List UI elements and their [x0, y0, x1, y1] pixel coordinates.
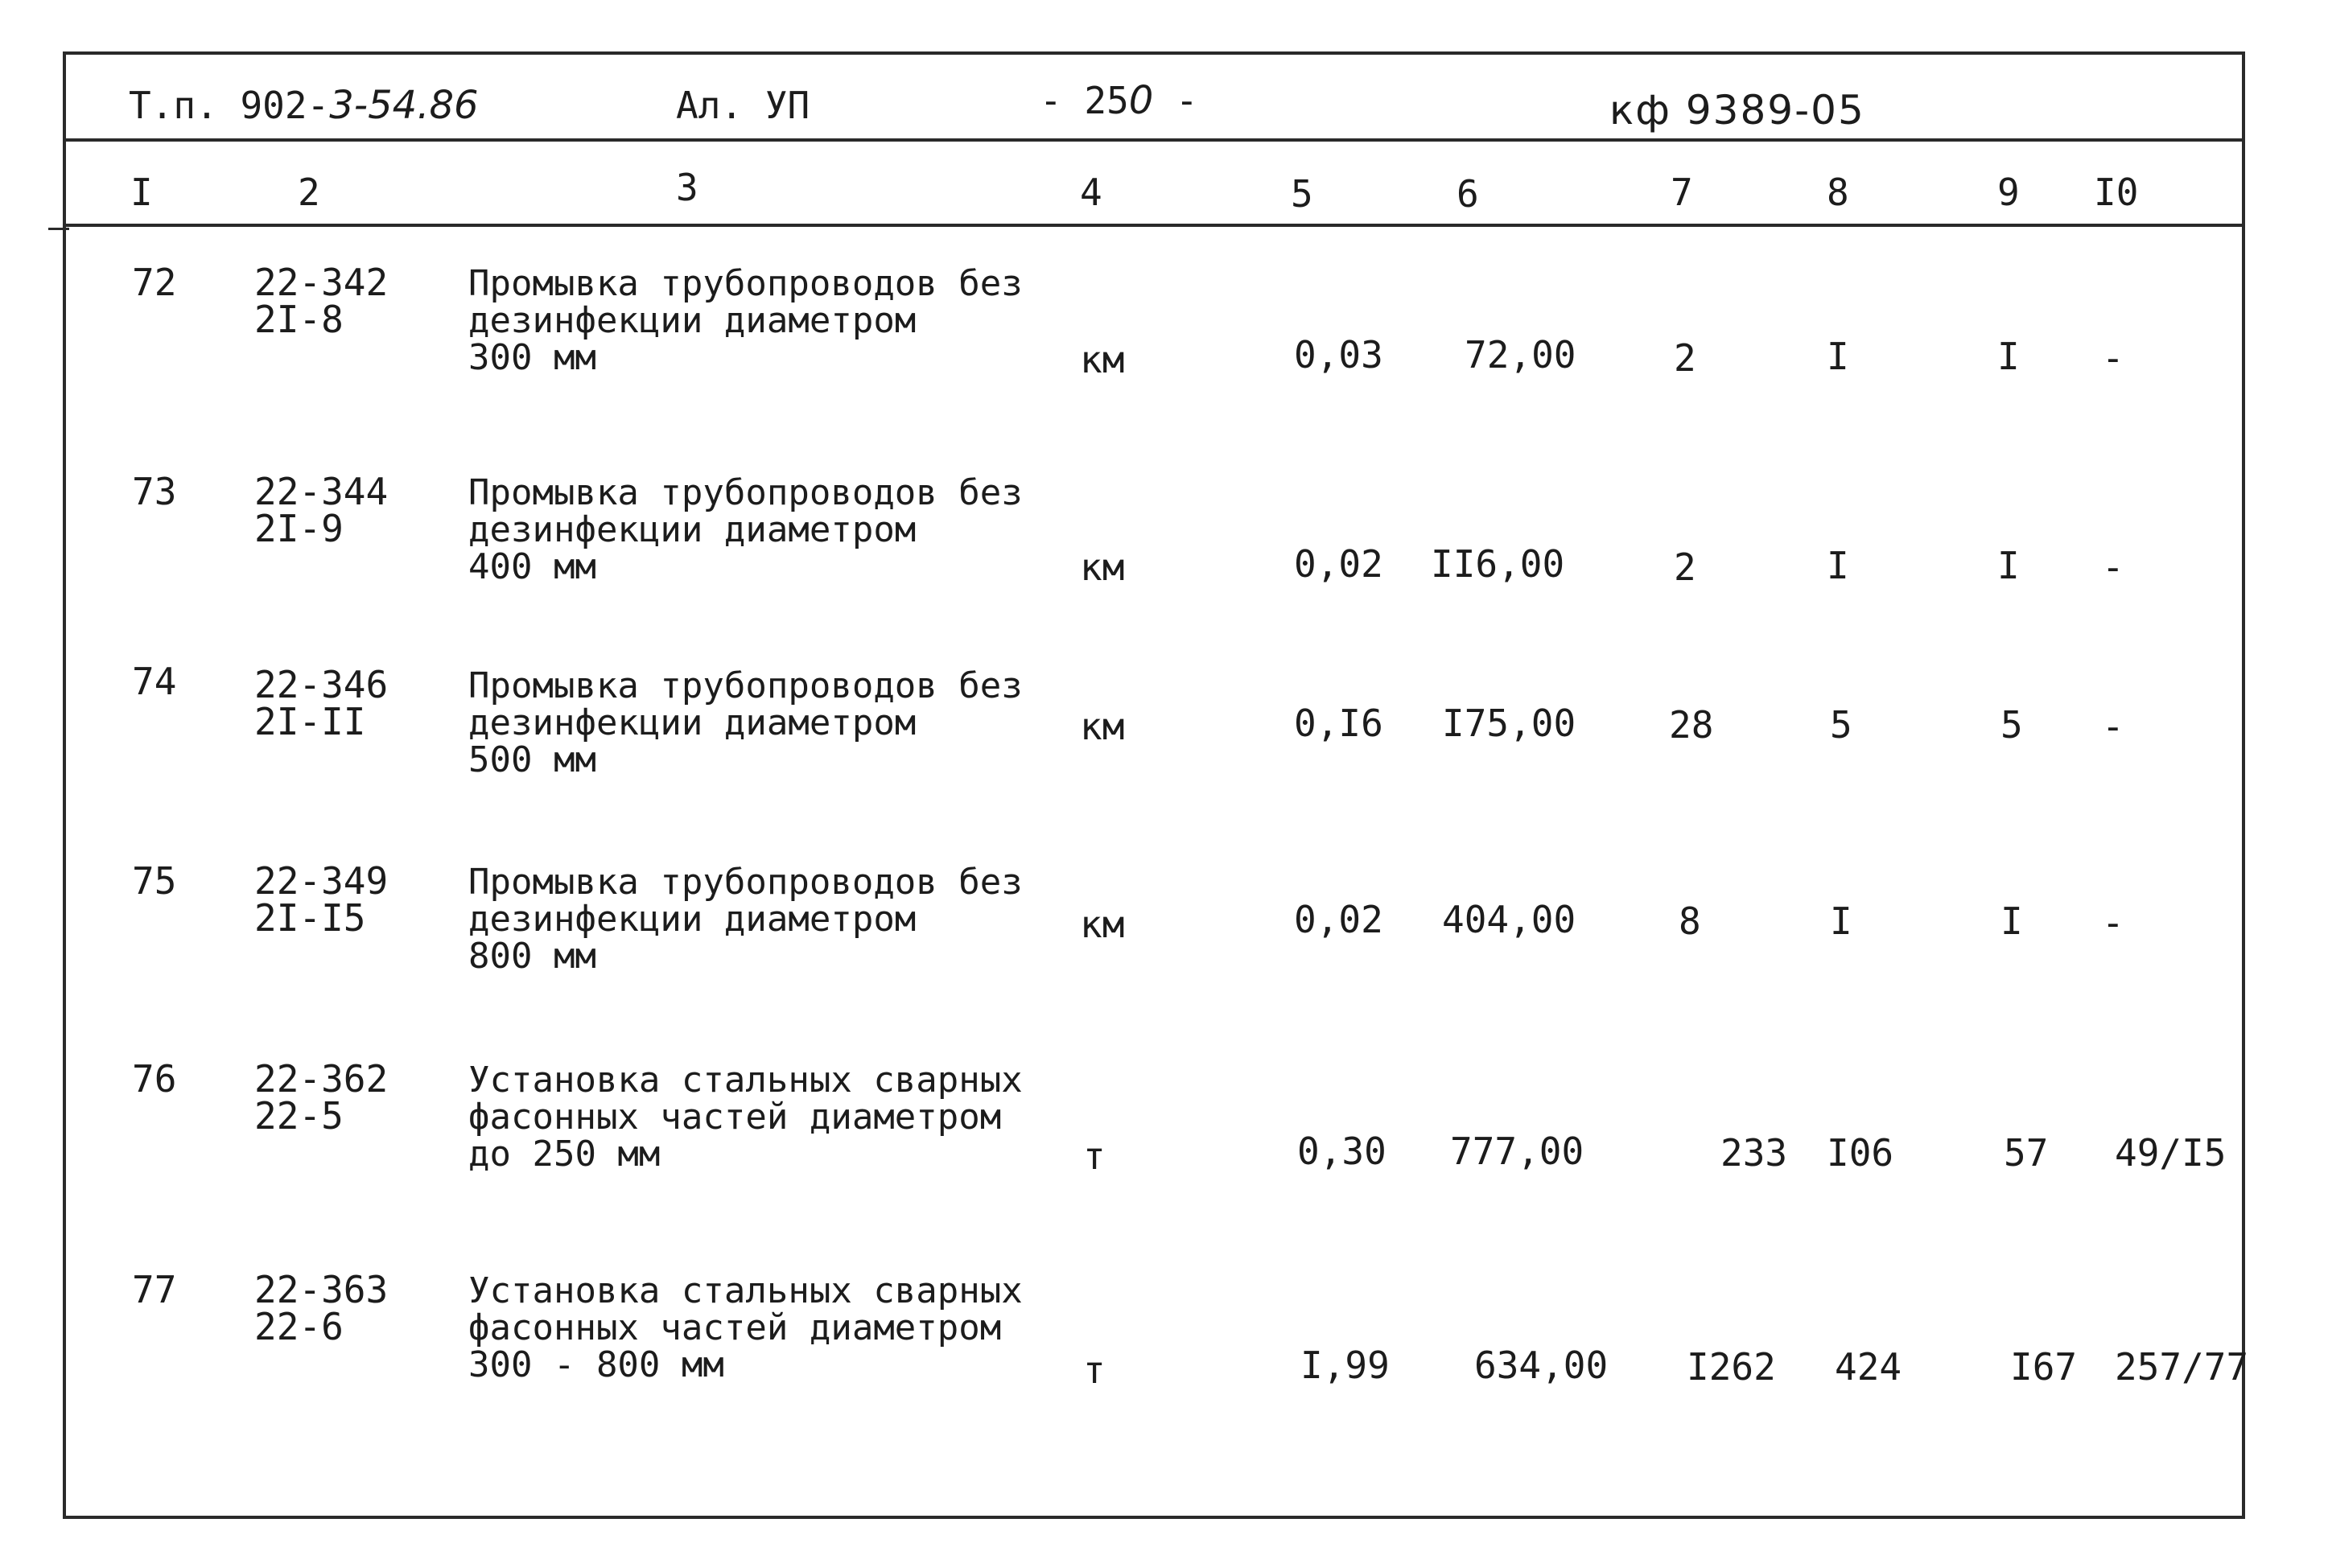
- row-col10: -: [2102, 705, 2124, 748]
- row-col8: I: [1830, 899, 1852, 943]
- column-header-6: 6: [1457, 172, 1479, 216]
- row-unit-price: 634,00: [1474, 1344, 1609, 1387]
- row-col7: 233: [1720, 1131, 1788, 1175]
- row-col10: 257/77: [2115, 1345, 2249, 1389]
- row-number: 75: [132, 859, 177, 903]
- row-quantity: 0,02: [1294, 898, 1383, 941]
- row-code: 22-362 22-5: [254, 1057, 389, 1138]
- row-col7: 28: [1669, 703, 1714, 747]
- page-number: - 250 -: [1040, 78, 1198, 123]
- row-col9: I: [2000, 899, 2023, 943]
- row-unit: км: [1080, 545, 1125, 589]
- row-quantity: I,99: [1300, 1344, 1390, 1387]
- row-unit: т: [1083, 1134, 1106, 1178]
- row-unit: км: [1080, 705, 1125, 748]
- document-sheet: [63, 51, 2249, 1519]
- column-header-2: 2: [298, 171, 320, 214]
- row-description: Промывка трубопроводов без дезинфекции диаметром 400 мм: [468, 472, 1023, 587]
- row-col7: 8: [1679, 899, 1701, 943]
- column-header-4: 4: [1080, 171, 1102, 214]
- column-header-divider: [66, 224, 2242, 227]
- row-description: Установка стальных сварных фасонных частей диаметром до 250 мм: [468, 1060, 1023, 1175]
- column-header-3: 3: [676, 166, 698, 209]
- row-number: 77: [132, 1268, 177, 1311]
- row-code: 22-349 2I-I5: [254, 859, 389, 940]
- row-col8: I: [1827, 544, 1849, 587]
- row-description: Промывка трубопроводов без дезинфекции диаметром 500 мм: [468, 665, 1023, 780]
- row-col7: I262: [1687, 1345, 1776, 1389]
- row-number: 72: [132, 261, 177, 304]
- row-col8: I06: [1827, 1131, 1894, 1175]
- row-unit-price: 72,00: [1465, 333, 1576, 377]
- column-header-10: I0: [2094, 171, 2139, 214]
- row-col9: I: [1997, 544, 2020, 587]
- column-header-1: I: [130, 171, 153, 214]
- row-unit: т: [1083, 1348, 1106, 1392]
- row-col8: 5: [1830, 703, 1852, 747]
- row-col9: I67: [2010, 1345, 2078, 1389]
- row-number: 73: [132, 470, 177, 513]
- column-header-7: 7: [1671, 171, 1693, 214]
- row-quantity: 0,30: [1297, 1130, 1386, 1173]
- header-divider: [66, 138, 2242, 142]
- row-code: 22-344 2I-9: [254, 470, 389, 550]
- row-unit-price: 404,00: [1442, 898, 1576, 941]
- row-col7: 2: [1674, 545, 1696, 589]
- row-unit: км: [1080, 903, 1125, 946]
- row-number: 74: [132, 660, 177, 703]
- row-col10: -: [2102, 336, 2124, 380]
- row-col9: 5: [2000, 703, 2023, 747]
- column-header-8: 8: [1827, 171, 1849, 214]
- row-code: 22-346 2I-II: [254, 663, 389, 743]
- row-code: 22-363 22-6: [254, 1268, 389, 1348]
- row-col7: 2: [1674, 336, 1696, 380]
- project-number: Т.п. 902-3-54.86: [129, 83, 479, 128]
- row-number: 76: [132, 1057, 177, 1101]
- row-quantity: 0,02: [1294, 542, 1383, 586]
- row-unit-price: 777,00: [1450, 1130, 1584, 1173]
- row-col8: I: [1827, 335, 1849, 378]
- row-quantity: 0,I6: [1294, 702, 1383, 745]
- row-description: Промывка трубопроводов без дезинфекции диаметром 800 мм: [468, 862, 1023, 977]
- margin-tick: [48, 228, 69, 230]
- album-label: Ал. УП: [676, 84, 810, 127]
- row-col9: I: [1997, 335, 2020, 378]
- row-unit-price: II6,00: [1431, 542, 1565, 586]
- row-col8: 424: [1835, 1345, 1902, 1389]
- column-header-9: 9: [1997, 171, 2020, 214]
- row-col10: -: [2102, 901, 2124, 945]
- row-unit: км: [1080, 338, 1125, 381]
- row-col10: -: [2102, 545, 2124, 589]
- row-col9: 57: [2004, 1131, 2049, 1175]
- column-header-5: 5: [1291, 172, 1313, 216]
- row-col10: 49/I5: [2115, 1131, 2227, 1175]
- row-code: 22-342 2I-8: [254, 261, 389, 341]
- row-quantity: 0,03: [1294, 333, 1383, 377]
- row-description: Установка стальных сварных фасонных частей диаметром 300 - 800 мм: [468, 1270, 1023, 1385]
- row-description: Промывка трубопроводов без дезинфекции диаметром 300 мм: [468, 263, 1023, 378]
- archive-stamp: кф 9389-05: [1609, 87, 1865, 134]
- row-unit-price: I75,00: [1442, 702, 1576, 745]
